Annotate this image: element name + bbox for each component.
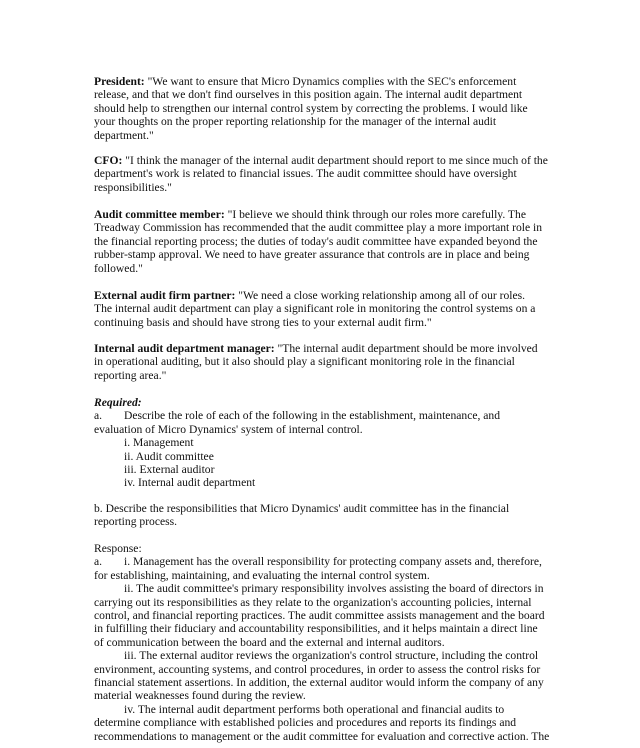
- list-item: iv. Internal audit department: [124, 476, 256, 490]
- required-b: b. Describe the responsibilities that Micro Dynamics' audit committee has in the financial reporting process.: [94, 502, 510, 529]
- response-heading: Response:: [94, 542, 142, 555]
- statement-president: President: "We want to ensure that Micro Dynamics complies with the SEC's enforcement release, and that we don't find ourselves in this position again. The internal audit department should help to strengthen our internal control system by correcting the problems. I would like your thoughts on the proper reporting relationship for the manager of the internal audit department.": [94, 75, 528, 142]
- statement-audit-committee-member: Audit committee member: "I believe we should think through our roles more carefully. The Treadway Commission has recommended that the audit committee play a more important role in the financial reporting process; the duties of today's audit committee have expanded beyond the rubber-stamp approval. We need to have greater assurance that controls are in place and being followed.": [94, 208, 543, 275]
- list-item: i. Management: [124, 436, 194, 450]
- list-item: iii. External auditor: [124, 463, 215, 477]
- required-section: Required: a. Describe the role of each of the following in the establishment, maintenance, and evaluation of Micro Dynamics' system of internal control. i. Management ii. Audit committee iii. External auditor iv. Internal audit department: [94, 396, 550, 490]
- response-section: Response: a. i. Management has the overall responsibility for protecting company assets and, therefore, for establishing, maintaining, and evaluating the internal control system. ii. The audit committee's primary responsibility involves assisting the board of directors in carrying out its responsibilities as they relate to the organization's accounting policies, internal control, and financial reporting practices. The audit committee assists management and the board in fulfilling their fiduciary and accountability responsibilities, and it helps maintain a direct line of communication between the board and the external and internal auditors. iii. The external auditor reviews the organization's control structure, including the control environment, accounting systems, and control procedures, in order to assess the control risks for financial statement assertions. In addition, the external auditor would inform the company of any material weaknesses found during the review. iv. The internal audit department performs both operational and financial audits to determine compliance with established policies and procedures and reports its findings and recommendations to management or the audit committee for evaluation and corrective action. The: [94, 542, 550, 743]
- statement-internal-audit-manager: Internal audit department manager: "The internal audit department should be more involved in operational auditing, but it also should play a significant monitoring role in the financial reporting area.": [94, 342, 538, 382]
- speaker-label: President:: [94, 75, 145, 88]
- required-heading: Required:: [94, 396, 142, 409]
- statement-cfo: CFO: "I think the manager of the internal audit department should report to me since much of the department's work is related to financial issues. The audit committee should have oversight responsibilities.": [94, 154, 548, 194]
- list-item: ii. Audit committee: [124, 449, 214, 463]
- statement-external-audit-partner: External audit firm partner: "We need a close working relationship among all of our roles. The internal audit department can play a significant role in monitoring the control systems on a continuing basis and should have strong ties to your external audit firm.": [94, 289, 536, 329]
